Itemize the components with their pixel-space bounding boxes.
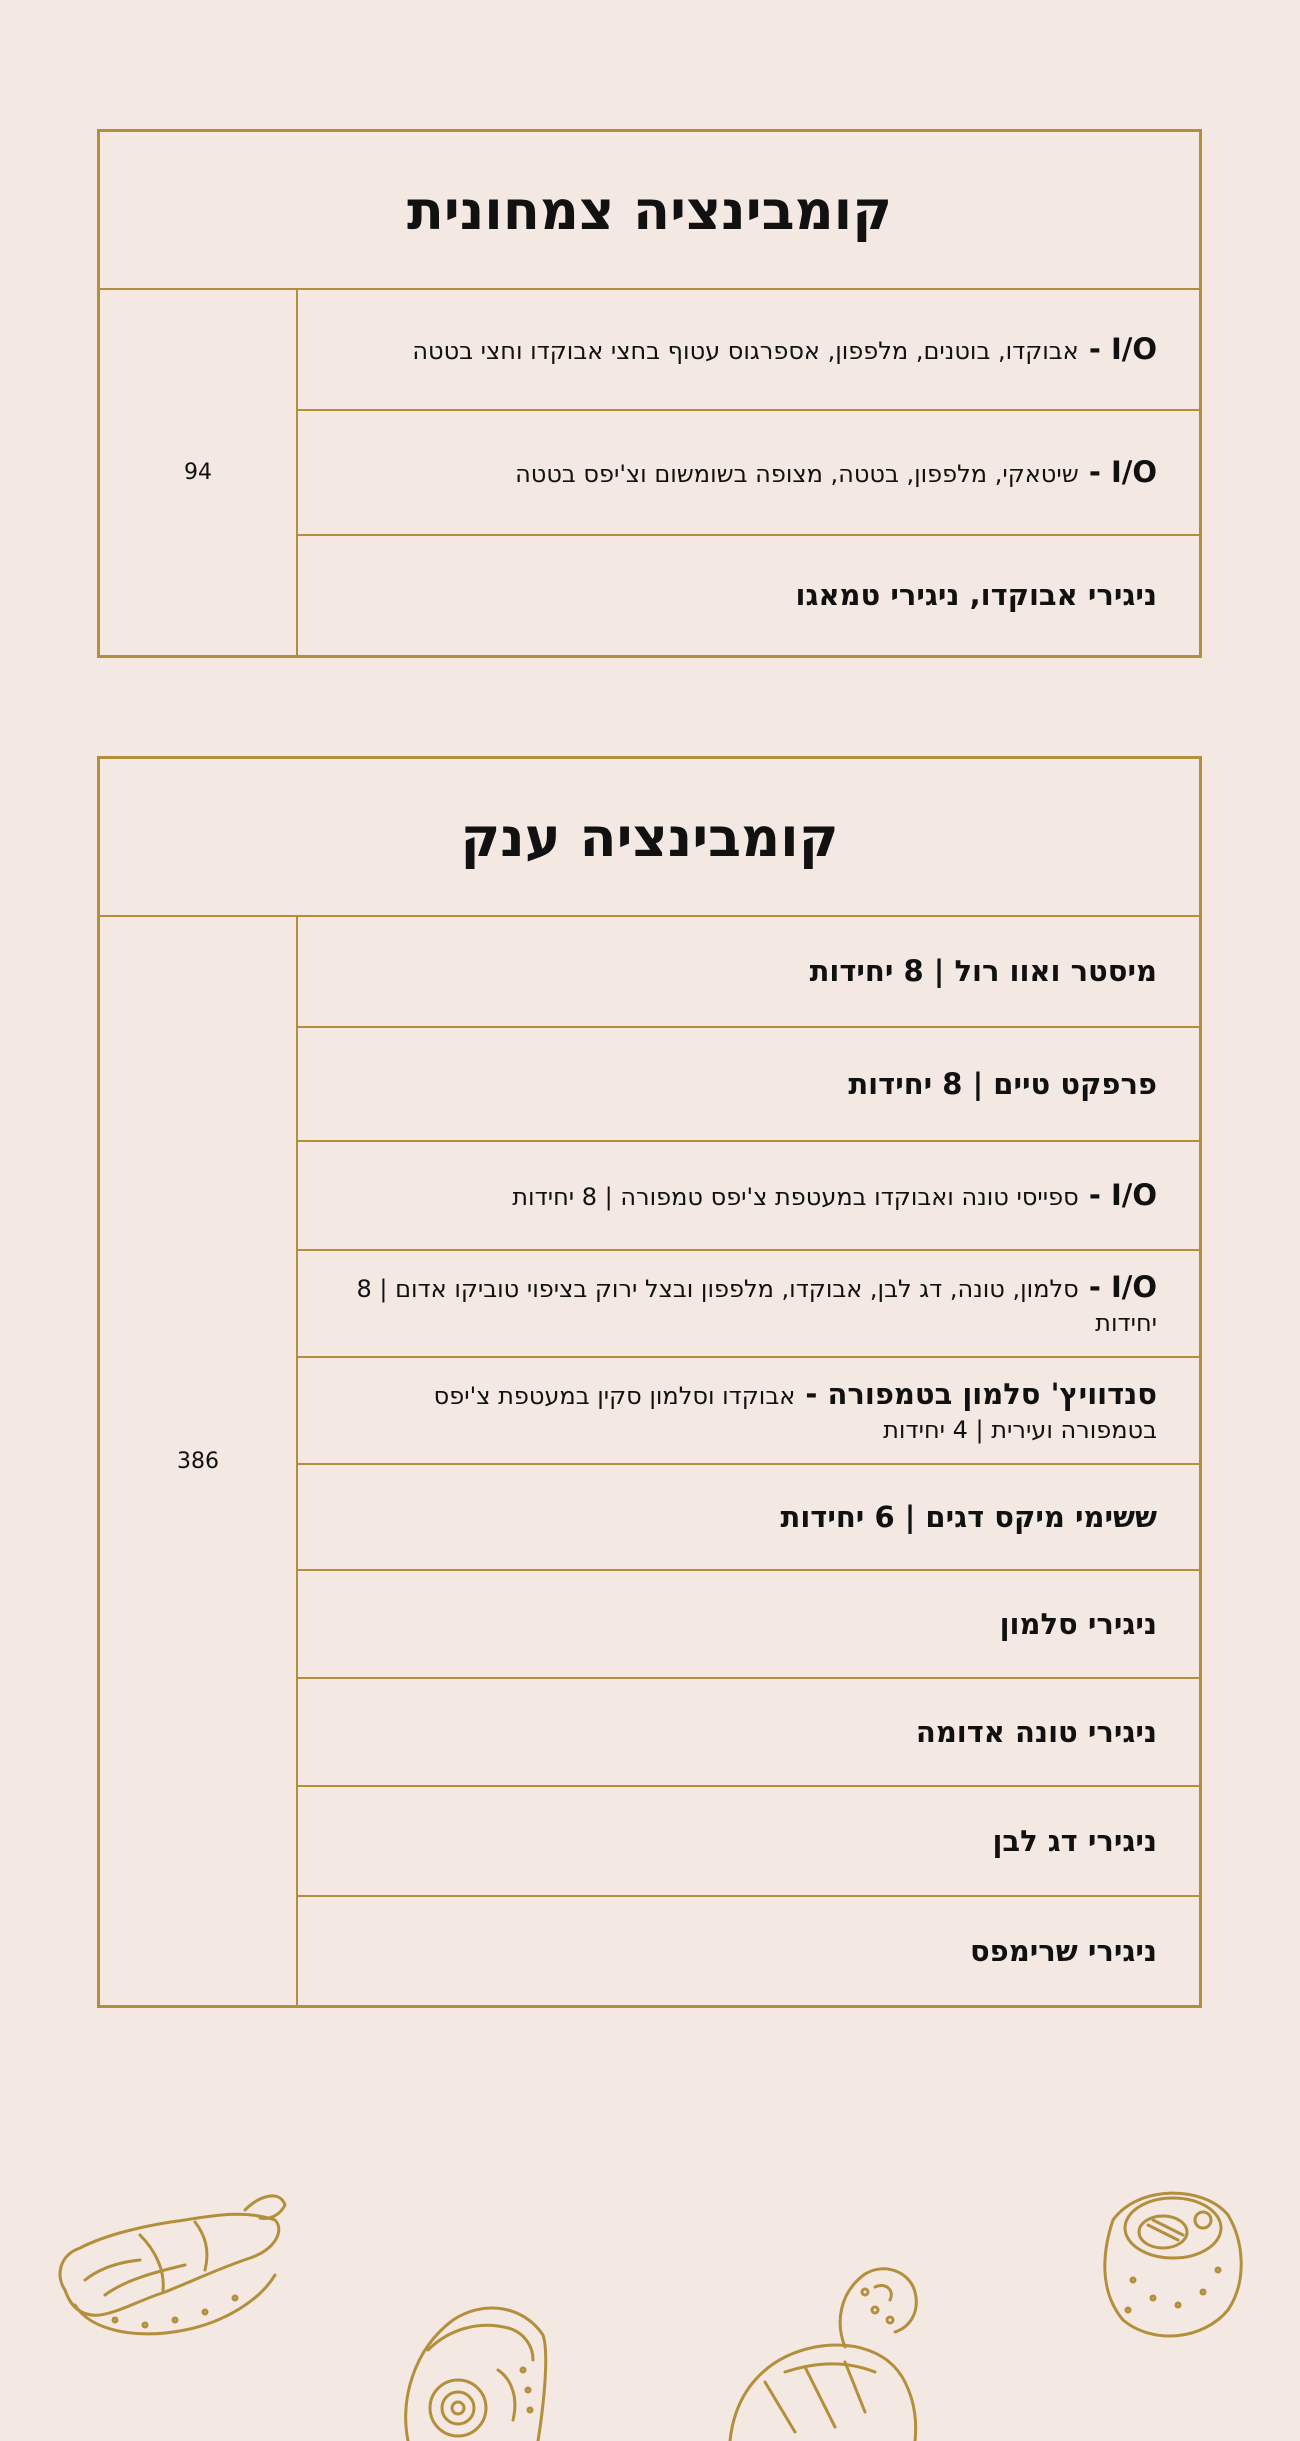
price: 94 [100,290,298,655]
items-list [298,917,1199,2005]
item-name: מיסטר ואוו רול | 8 יחידות [809,954,1157,989]
menu-item [298,290,1199,411]
menu-item [298,1571,1199,1679]
item-name: פרפקט טיים | 8 יחידות [848,1066,1157,1101]
table-title: קומבינציה ענק [100,759,1199,917]
menu-item [298,1251,1199,1358]
item-name: I/O - [1078,455,1157,490]
item-description: שיטאקי, מלפפון, בטטה, מצופה בשומשום וצ'יפס בטטה [515,460,1079,489]
item-description: ספייסי טונה ואבוקדו במעטפת צ'יפס טמפורה | 8 יחידות [512,1183,1079,1212]
item-name: ניגירי סלמון [999,1606,1157,1641]
nigiri-shrimp-icon [45,2180,290,2340]
menu-table-giant [97,756,1202,2008]
table-title: קומבינציה צמחונית [100,132,1199,290]
menu-item [298,536,1199,655]
item-description: אבוקדו, בוטנים, מלפפון, אספרגוס עטוף בחצי אבוקדו וחצי בטטה [412,337,1079,366]
octopus-roll-icon [725,2262,925,2441]
menu-item [298,917,1199,1028]
item-name: I/O - [1078,1269,1157,1304]
menu-item [298,1142,1199,1251]
menu-item [298,1679,1199,1787]
item-description: סלמון, טונה, דג לבן, אבוקדו, מלפפון ובצל ירוק בציפוי טוביקו אדום | 8 יחידות [356,1274,1157,1337]
item-name: I/O - [1078,1178,1157,1213]
menu-item [298,1787,1199,1897]
items-list [298,290,1199,655]
item-description: אבוקדו וסלמון סקין במעטפת צ'יפס בטמפורה ועירית | 4 יחידות [433,1381,1157,1444]
menu-item [298,1897,1199,2005]
item-name: ניגירי אבוקדו, ניגירי טמאגו [795,578,1157,613]
price: 386 [100,917,298,2005]
menu-item [298,411,1199,536]
menu-item [298,1358,1199,1465]
menu-item [298,1465,1199,1571]
sushi-roll-icon [398,2290,548,2441]
menu-table-vegetarian [97,129,1202,658]
item-name: סנדוויץ' סלמון בטמפורה - [795,1376,1157,1411]
rice-roll-icon [1093,2180,1248,2340]
item-name: I/O - [1078,332,1157,367]
item-name: ניגירי טונה אדומה [915,1714,1157,1749]
item-name: ניגירי דג לבן [992,1823,1157,1858]
menu-item [298,1028,1199,1142]
item-name: ניגירי שרימפס [969,1933,1157,1968]
item-name: ששימי מיקס דגים | 6 יחידות [780,1499,1157,1534]
